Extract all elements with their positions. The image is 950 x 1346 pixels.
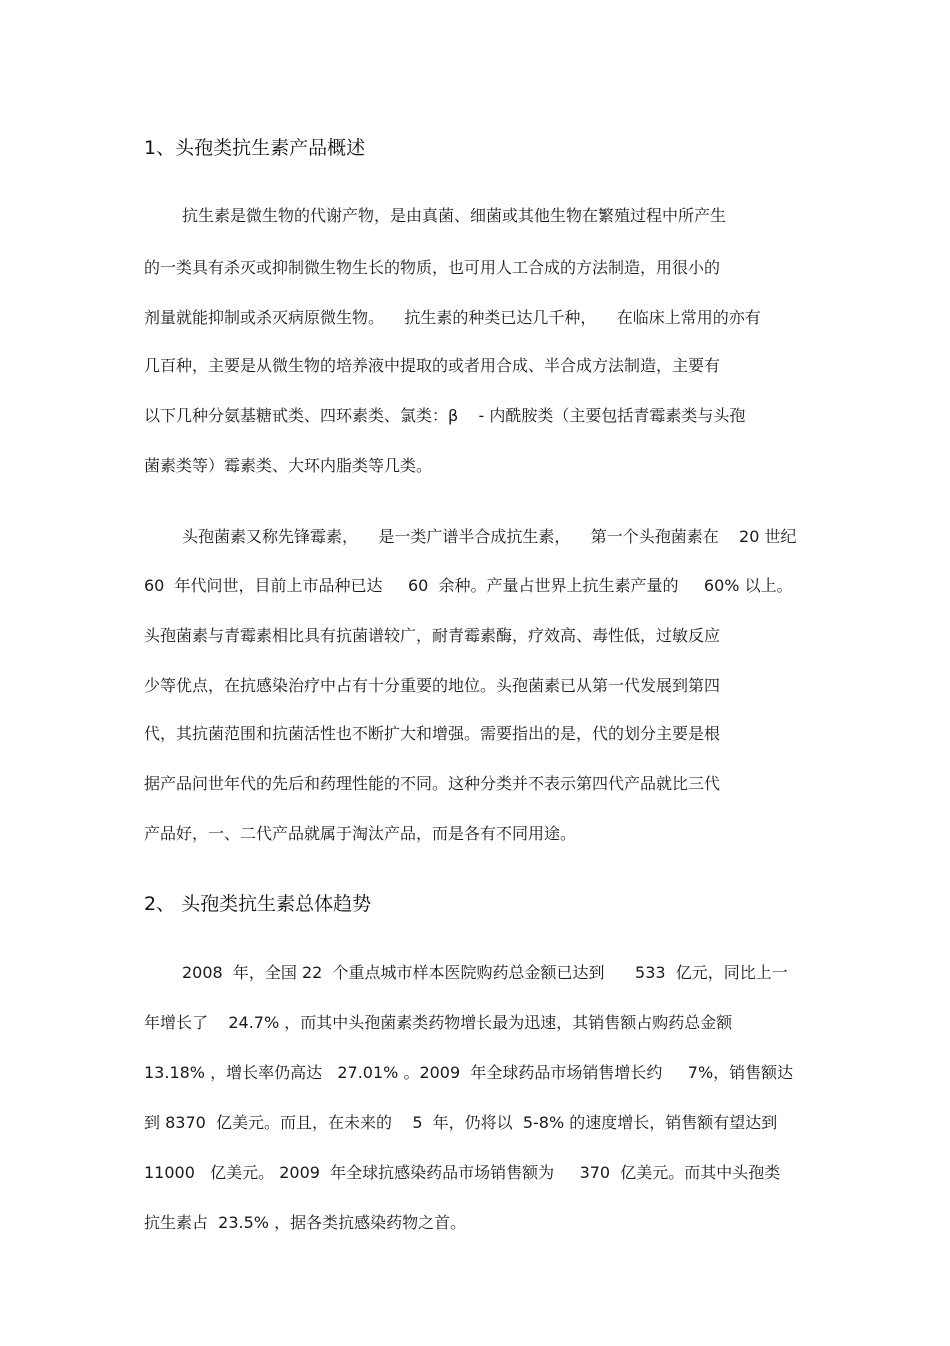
section-1-paragraph-1-line-6: 菌素类等）霉素类、大环内脂类等几类。: [144, 456, 433, 475]
section-1-paragraph-1-line-4: 几百种，主要是从微生物的培养液中提取的或者用合成、半合成方法制造，主要有: [144, 356, 721, 375]
section-1-paragraph-2-line-1: 头孢菌素又称先锋霉素， 是一类广谱半合成抗生素， 第一个头孢菌素在 20 世纪: [182, 527, 797, 546]
section-2-paragraph-1-line-1: 2008 年，全国 22 个重点城市样本医院购药总金额已达到 533 亿元，同比上一: [182, 963, 788, 982]
section-2-paragraph-1-line-4: 到 8370 亿美元。而且，在未来的 5 年，仍将以 5-8% 的速度增长，销售额有望达到: [144, 1113, 778, 1132]
section-2-paragraph-1-line-3: 13.18% ，增长率仍高达 27.01% 。2009 年全球药品市场销售增长约 7%，销售额达: [144, 1063, 794, 1082]
section-2-paragraph-1-line-6: 抗生素占 23.5% ，据各类抗感染药物之首。: [144, 1213, 467, 1232]
section-1-paragraph-2-line-6: 据产品问世年代的先后和药理性能的不同。这种分类并不表示第四代产品就比三代: [144, 774, 721, 793]
section-1-paragraph-2-line-7: 产品好，一、二代产品就属于淘汰产品，而是各有不同用途。: [144, 824, 577, 843]
section-1-paragraph-2-line-4: 少等优点，在抗感染治疗中占有十分重要的地位。头孢菌素已从第一代发展到第四: [144, 676, 721, 695]
section-1-paragraph-2-line-2: 60 年代问世，目前上市品种已达 60 余种。产量占世界上抗生素产量的 60% 以上。: [144, 576, 793, 595]
section-1-heading: 1、头孢类抗生素产品概述: [144, 137, 366, 159]
section-1-paragraph-2-line-3: 头孢菌素与青霉素相比具有抗菌谱较广，耐青霉素酶，疗效高、毒性低，过敏反应: [144, 626, 721, 645]
section-2-paragraph-1-line-5: 11000 亿美元。 2009 年全球抗感染药品市场销售额为 370 亿美元。而其中头孢类: [144, 1163, 781, 1182]
section-2-heading: 2、 头孢类抗生素总体趋势: [144, 893, 372, 915]
section-1-paragraph-2-line-5: 代，其抗菌范围和抗菌活性也不断扩大和增强。需要指出的是，代的划分主要是根: [144, 724, 721, 743]
section-1-paragraph-1-line-2: 的一类具有杀灭或抑制微生物生长的物质，也可用人工合成的方法制造，用很小的: [144, 258, 721, 277]
section-1-paragraph-1-line-1: 抗生素是微生物的代谢产物，是由真菌、细菌或其他生物在繁殖过程中所产生: [182, 206, 727, 225]
section-2-paragraph-1-line-2: 年增长了 24.7% ，而其中头孢菌素类药物增长最为迅速，其销售额占购药总金额: [144, 1013, 733, 1032]
section-1-paragraph-1-line-5: 以下几种分氨基糖甙类、四环素类、氯类：β - 内酰胺类（主要包括青霉素类与头孢: [144, 406, 746, 425]
section-1-paragraph-1-line-3: 剂量就能抑制或杀灭病原微生物。 抗生素的种类已达几千种， 在临床上常用的亦有: [144, 308, 761, 327]
